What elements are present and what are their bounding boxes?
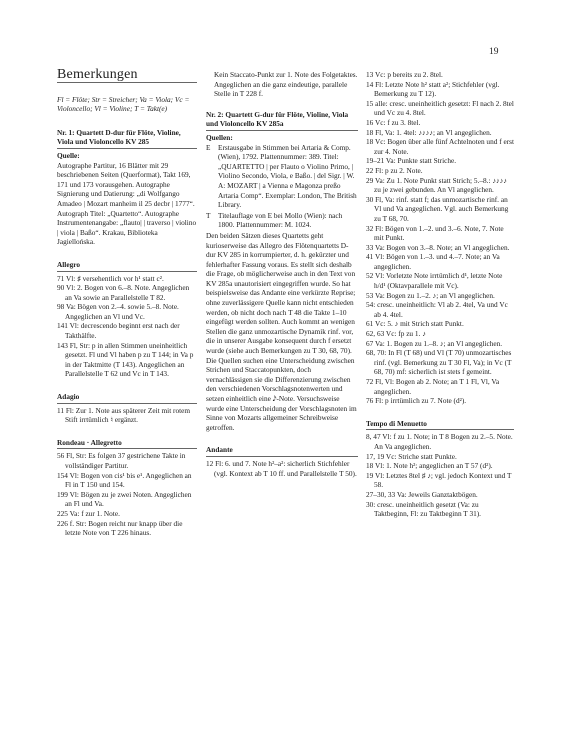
remark-entry: 154 Vl: Bogen von cis¹ bis e¹. Angeglichen an Fl in T 150 und 154. [57,470,192,490]
column-right [366,70,514,519]
remark-entry: 72 Fl, Vl: Bogen ab 2. Note; an T 1 Fl, Vl, Va angeglichen. [366,377,500,396]
source-entry [206,211,358,230]
divider [57,148,197,149]
remark-entry: 67 Va: 1. Bogen zu 1.–8. ♪; an Vl angeglichen. [366,338,503,348]
remark-entry: 8, 47 Vl: f zu 1. Note; in T 8 Bogen zu 2.–5. Note. An Va angeglichen. [366,432,513,451]
remark-entry: 22 Fl: p zu 2. Note. [366,165,423,175]
remark-entry: 27–30, 33 Va: Jeweils Ganztaktbögen. [366,489,478,499]
remark-entry: 15 alle: cresc. uneinheitlich gesetzt: Fl nach 2. 8tel und Vc zu 4. 8tel. [366,98,514,118]
page-number: 19 [489,47,499,57]
remark-entry: 90 Vl: 2. Bogen von 6.–8. Note. Angeglichen an Va sowie an Parallelstelle T 82. [57,283,190,302]
body-paragraph: Den beiden Sätzen dieses Quartetts geht kurioserweise das Allegro des Flötenquartetts D-dur KV 285 in korrumpierter, d. h. gekürzter und fehlerhafter Fassung voraus. Es stellt sich deshalb die Frage, ob möglicherweise auch in den Text von KV 285a unautorisiert eingegriffen wurde. So hat beispielsweise das Andante eine verkürzte Reprise; ohne zuverlässigere Quelle kann nicht entschieden werden, ob nicht doch nach T 48 die Takte 1–10 eingefügt werden sollten. Auch kommt an wenigen Stellen die ganz unmozartische Dynamik rinf. vor, die in unserer Ausgabe konsequent durch f ersetzt wurde (siehe auch Bemerkungen zu T 30, 68, 70). Die Quellen suchen eine Unterscheidung zwischen Strichen und Staccatopunkten, doch vernachlässigen sie die Differenzierung zwischen den verschiedenen Vorschlagsnotenwerten und setzen einheitlich eine 𝅘𝅥𝅯-Note. Versuchsweise wurde eine Unterscheidung der Vorschlagsnoten im Sinne von Mozarts allgemeiner Schreibweise getroffen. [206,230,357,432]
remark-entry: 17, 19 Vc: Striche statt Punkte. [366,451,457,461]
remark-entry: 16 Vc: f zu 3. 8tel. [366,117,421,127]
remark-entry: 199 Vl: Bögen zu je zwei Noten. Angeglichen an Fl und Va. [57,489,192,509]
abbreviations: Fl = Flöte; Str = Streicher; Va = Viola; Vc = Violoncello; Vl = Violine; T = Takt(e) [57,94,190,114]
remark-entry: 76 Fl: p irrtümlich zu 7. Note (d²). [366,396,467,406]
remark-entry: 41 Vl: Bögen von 1.–3. und 4.–7. Note; an Va angeglichen. [366,252,500,271]
remark-entry: 12 Fl: 6. und 7. Note h²–a²: sicherlich Stichfehler (vgl. Kontext ab T 10 ff. und Parallelstelle T 50). [206,458,357,478]
remark-entry: 54: cresc. uneinheitlich: Vl ab 2. 4tel, Va und Vc ab 4. 4tel. [366,300,508,319]
source-text: Erstausgabe in Stimmen bei Artaria & Comp. (Wien), 1792. Plattennummer: 389. Titel: „QUARTETTO | per Flauto o Violino Primo, | Violino Secondo, Viola, e Baßo. | del Sigr. | W. A: MOZART | a Vienna e Magonza preßo Artaria Comp“. Exemplar: London, The British Library. [218,142,357,210]
remark-entry: 19–21 Va: Punkte statt Striche. [366,156,457,166]
quelle-text: Autographe Partitur, 16 Blätter mit 29 beschriebenen Seiten (Querformat), Takt 169, 171 und 173 vorausgehen. Autographe Signierung und Datierung: „di Wolfgango Amadeo | Mozart manheim il 25 decbr | 1777“. Autograph Titel: „Quartetto“. Autographe Instrumentenangabe: „flauto| | traverso | violino | viola | Baßo“. Krakau, Biblioteka Jagiellońska. [57,160,197,247]
remark-entry: 30: cresc. uneinheitlich gesetzt (Va: zu Taktbeginn, Fl: zu Taktbeginn T 31). [366,499,482,519]
source-entry [206,143,358,210]
remark-entry: 18 Fl, Va: 1. 4tel: ♪♪♪♪; an Vl angeglichen. [366,127,492,137]
section-andante-heading: Andante [206,445,233,455]
section-rondeau-heading: Rondeau · Allegretto [57,437,122,447]
remark-entry: 61 Vc: 5. ♪ mit Strich statt Punkt. [366,319,464,329]
column-left [57,67,197,538]
page-title: Bemerkungen [57,67,138,82]
quelle-label: Quelle: [57,150,80,160]
remark-entry: 29 Va: Zu 1. Note Punkt statt Strich; 5.–8.: ♪♪♪♪ zu je zwei gebunden. An Vl angeglichen. [366,175,507,195]
section-adagio-heading: Adagio [57,392,80,402]
section-allegro-heading: Allegro [57,259,80,269]
remark-entry: 32 Fl: Bögen von 1.–2. und 3.–6. Note, 7. Note mit Punkt. [366,223,504,243]
remark-entry: 11 Fl: Zur 1. Note aus späterer Zeit mit rotem Stift irrtümlich ♮ ergänzt. [57,405,191,425]
remark-entry: 18 Vc: Bogen über alle fünf Achtelnoten und f erst zur 4. Note. [366,137,514,156]
remark-entry: 18 Vl: 1. Note h²; angeglichen an T 57 (d²). [366,461,493,471]
source-key: T [206,210,211,220]
divider [57,448,197,449]
remark-entry: 226 f. Str: Bogen reicht nur knapp über die letzte Note von T 226 hinaus. [57,518,183,538]
source-key: E [206,142,211,152]
divider [57,403,197,404]
column-middle [206,70,358,478]
remark-entry: 33 Va: Bogen von 3.–8. Note; an Vl angeglichen. [366,242,510,252]
remark-entry: 141 Vl: decrescendo beginnt erst nach der Takthälfte. [57,321,180,341]
remark-entry: 225 Va: f zur 1. Note. [57,508,120,518]
remark-entry: 98 Va: Bögen von 2.–4. sowie 5.–8. Note. Angeglichen an Vl und Vc. [57,302,179,321]
remark-entry: 19 Vl: Letztes 8tel ♯ ♪; vgl. jedoch Kontext und T 58. [366,470,512,490]
divider [206,130,358,131]
continued-remark: Kein Staccato-Punkt zur 1. Note des Folgetaktes. Angeglichen an die ganz eindeutige, parallele Stelle in T 228 f. [214,70,358,99]
divider [57,271,197,272]
remark-entry: 143 Fl, Str: p in allen Stimmen uneinheitlich gesetzt. Fl und Vl haben p zu T 144; in Va p in der Taktmitte (T 143). Angeglichen an Parallelstelle T 62 und Vc in T 143. [57,340,194,379]
quellen-label: Quellen: [206,132,233,142]
divider [206,456,358,457]
remark-entry: 68, 70: In Fl (T 68) und Vl (T 70) unmozartisches rinf. (vgl. Bemerkung zu T 30 Fl, Va); in Vc (T 68, 70) mf: sicherlich ist stets f gemeint. [366,348,512,377]
nr1-title: Nr. 1: Quartett D-dur für Flöte, Violine, Viola und Violoncello KV 285 [57,127,181,147]
remark-entry: 53 Va: Bogen zu 1.–2. ♪; an Vl angeglichen. [366,290,495,300]
remark-entry: 52 Vl: Vorletzte Note irrtümlich d¹, letzte Note h/d¹ (Oktavparallele mit Vc). [366,271,503,291]
source-text: Titelauflage von E bei Mollo (Wien): nach 1800. Plattennummer: M. 1024. [218,210,343,230]
nr2-title: Nr. 2: Quartett G-dur für Flöte, Violine, Viola und Violoncello KV 285a [206,109,349,129]
remark-entry: 56 Fl, Str: Es folgen 37 gestrichene Takte in vollständiger Partitur. [57,451,186,470]
remark-entry: 30 Fl, Va: rinf. statt f; das unmozartische rinf. an Vl und Va angeglichen. Vgl. auch Bemerkung zu T 68, 70. [366,194,509,223]
remark-entry: 71 Vl: ♯ versehentlich vor h¹ statt c². [57,273,164,283]
remark-entry: 62, 63 Vc: fp zu 1. ♪ [366,329,426,339]
remark-entry: 13 Vc: p bereits zu 2. 8tel. [366,70,443,79]
section-menuetto-heading: Tempo di Menuetto [366,418,427,428]
remark-entry: 14 Fl: Letzte Note h² statt a²; Stichfehler (vgl. Bemerkung zu T 12). [366,79,500,99]
divider [366,429,514,430]
